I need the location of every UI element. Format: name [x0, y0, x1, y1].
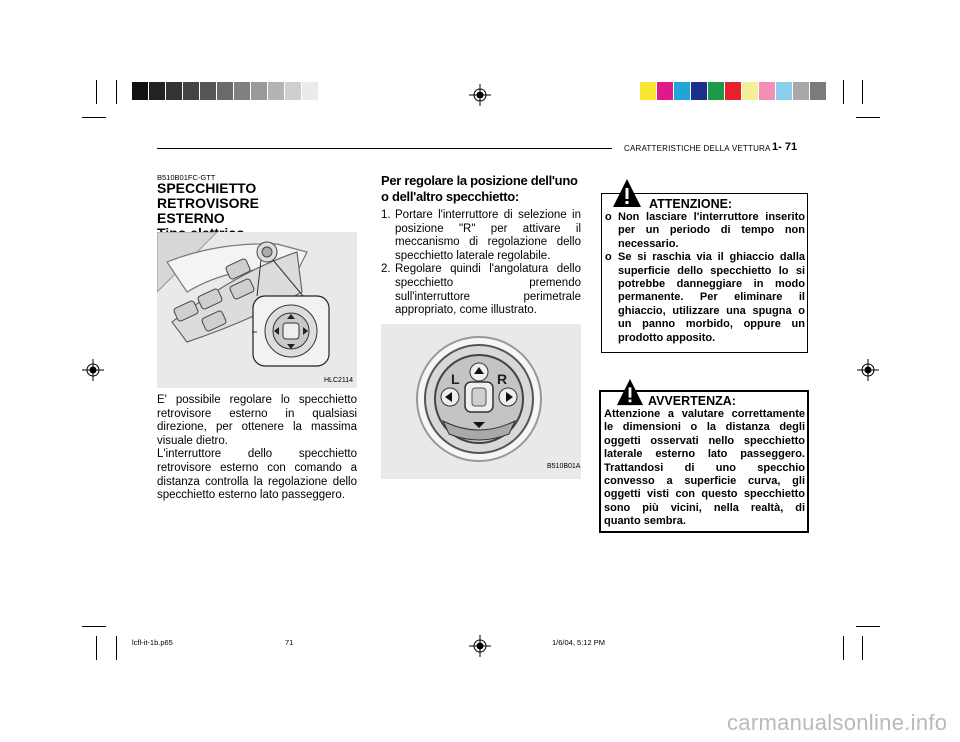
attention-line: permanente. Per eliminare il [618, 291, 805, 304]
color-swatch [183, 82, 200, 100]
switch-right-label: R [497, 371, 508, 387]
attention-line: per un periodo di tempo non [618, 224, 805, 237]
color-swatch [810, 82, 827, 100]
attention-line: prodotto apposito. [618, 331, 716, 344]
color-swatch [793, 82, 810, 100]
watermark: carmanualsonline.info [727, 710, 948, 735]
warning-line: Trattandosi di uno specchio [604, 461, 805, 474]
attention-item [605, 211, 805, 251]
warning-line: le dimensioni o la distanza degli [604, 421, 805, 434]
attention-box [601, 193, 808, 353]
door-switch-illustration [157, 232, 357, 388]
paragraph-line: specchietto esterno lato passeggero. [157, 489, 345, 502]
attention-line: ghiaccio, utilizzare una spugna o [618, 304, 805, 317]
step-line: posizione "R" per attivare il [395, 222, 581, 235]
attention-item [605, 251, 805, 345]
header-rule [157, 148, 612, 149]
attention-line: necessario. [618, 237, 679, 250]
paragraph-line: E' possibile regolare lo specchietto [157, 394, 357, 406]
warning-line: oggetti osservati nello specchietto [604, 434, 805, 447]
warning-line: sono più vicini, nella realtà, di [604, 501, 805, 514]
attention-text [618, 211, 805, 251]
attention-line: Non lasciare l'interruttore inserito [618, 211, 805, 223]
steps-list [381, 209, 581, 318]
registration-mark-icon [857, 359, 879, 381]
paragraph-line: retrovisore esterno in qualsiasi [157, 407, 357, 420]
figure-caption: HLC2114 [324, 377, 354, 384]
attention-line: un panno morbido, oppure un [618, 318, 805, 331]
step-line: specchietto laterale regolabile. [395, 249, 551, 262]
paragraph-line: distanza controlla la regolazione dello [157, 475, 357, 488]
color-swatch [217, 82, 234, 100]
step-line: sull'interruttore perimetrale [395, 290, 581, 303]
warning-title: AVVERTENZA: [648, 394, 736, 408]
step-line: Portare l'interruttore di selezione in [395, 209, 581, 221]
warning-triangle-icon [616, 378, 644, 406]
steps-heading [381, 173, 581, 205]
warning-line: oggetti visti con questo specchietto [604, 488, 805, 501]
paragraph-line: retrovisore esterno con comando a [157, 461, 357, 474]
warning-triangle-icon [612, 178, 642, 208]
warning-text [604, 408, 805, 529]
color-swatch [759, 82, 776, 100]
color-swatch [234, 82, 251, 100]
step-item [381, 209, 581, 263]
color-bar [640, 82, 827, 100]
color-swatch [251, 82, 268, 100]
switch-left-label: L [451, 371, 460, 387]
step-item [381, 263, 581, 317]
mirror-switch-illustration [381, 324, 581, 479]
paragraph [157, 394, 357, 503]
warning-line: laterale esterno lato passeggero. [604, 448, 805, 461]
footer-filename: lcfl-it-1b.p65 [132, 638, 173, 647]
warning-line: quanto sembra. [604, 515, 686, 528]
color-swatch [674, 82, 691, 100]
color-swatch [725, 82, 742, 100]
step-line: appropriato, come illustrato. [395, 304, 537, 317]
step-text [395, 263, 581, 317]
warning-line: convesso a superficie curva, gli [604, 475, 805, 488]
bullet: o [605, 211, 612, 223]
color-swatch [149, 82, 166, 100]
attention-list [605, 211, 805, 345]
color-swatch [132, 82, 149, 100]
color-swatch [691, 82, 708, 100]
attention-line: potrebbe danneggiare in modo [618, 278, 805, 291]
title-line: SPECCHIETTO RETROVISORE [157, 180, 259, 211]
warning-line: Attenzione a valutare correttamente [604, 408, 805, 420]
color-swatch [285, 82, 302, 100]
color-swatch [708, 82, 725, 100]
step-line: meccanismo di regolazione dello [395, 236, 581, 249]
page-number: 1- 71 [772, 141, 798, 153]
color-swatch [742, 82, 759, 100]
bullet: o [605, 251, 612, 264]
grayscale-bar [132, 82, 319, 100]
registration-mark-icon [469, 84, 491, 106]
attention-title: ATTENZIONE: [649, 197, 733, 211]
step-text [395, 209, 581, 263]
door-panel-drawing [157, 232, 357, 388]
registration-mark-icon [469, 635, 491, 657]
paragraph-line: visuale dietro. [157, 434, 228, 447]
registration-mark-icon [82, 359, 104, 381]
attention-line: superficie dello specchietto lo si [618, 264, 805, 277]
color-swatch [268, 82, 285, 100]
color-swatch [200, 82, 217, 100]
color-swatch [166, 82, 183, 100]
color-swatch [657, 82, 674, 100]
step-line: specchietto premendo [395, 276, 581, 289]
title-line: ESTERNO [157, 210, 225, 226]
heading-line: Per regolare la posizione dell'uno [381, 173, 578, 188]
step-line: Regolare quindi l'angolatura dello [395, 263, 581, 276]
color-swatch [640, 82, 657, 100]
figure-caption: B510B01A [547, 463, 581, 470]
section-code: B510B01FC-GTT [157, 173, 216, 182]
attention-line: Se si raschia via il ghiaccio dalla [618, 251, 805, 264]
paragraph-line: L'interruttore dello specchietto [157, 448, 357, 461]
color-swatch [302, 82, 319, 100]
paragraph-line: direzione, per ottenere la massima [157, 421, 357, 434]
step-number: 1. [381, 209, 391, 221]
warning-box [599, 390, 809, 533]
mirror-switch-drawing [381, 324, 581, 479]
attention-text [618, 251, 805, 345]
step-number: 2. [381, 263, 391, 276]
heading-line: o dell'altro specchietto: [381, 189, 519, 204]
color-swatch [776, 82, 793, 100]
footer-datetime: 1/6/04, 5:12 PM [552, 638, 605, 647]
section-title: CARATTERISTICHE DELLA VETTURA [624, 144, 771, 153]
footer-page: 71 [285, 638, 294, 647]
